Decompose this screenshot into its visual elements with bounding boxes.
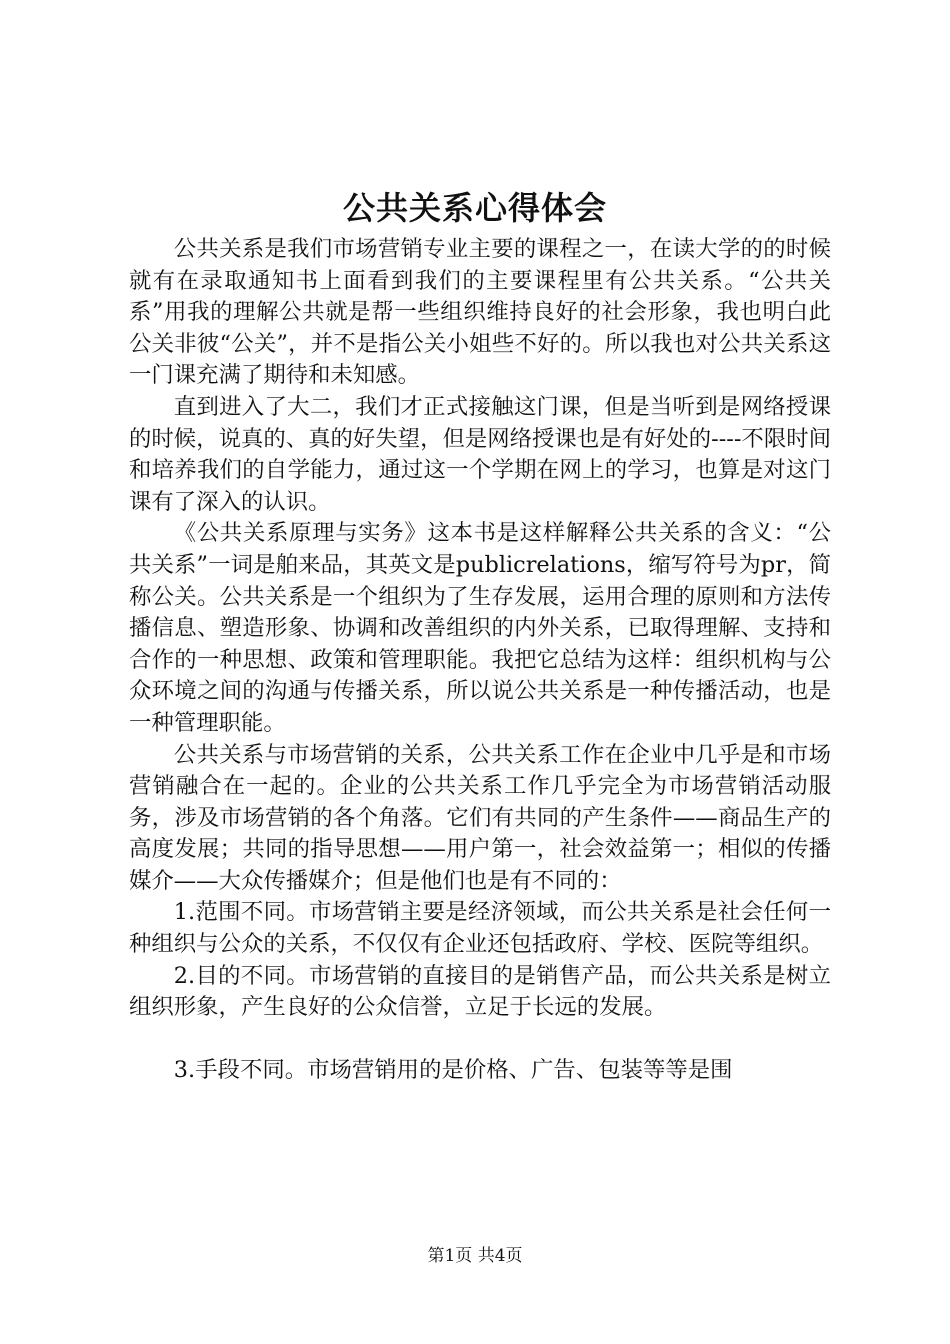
document-body: [129, 234, 831, 1087]
paragraph: 《公共关系原理与实务》这本书是这样解释公共关系的含义：“公共关系”一词是舶来品，其英文是publicrelations，缩写符号为pr，简称公关。公共关系是一个组织为了生存发展，运用合理的原则和方法传播信息、塑造形象、协调和改善组织的内外关系，已取得理解、支持和合作的一种思想、政策和管理职能。我把它总结为这样：组织机构与公众环境之间的沟通与传播关系，所以说公共关系是一种传播活动，也是一种管理职能。: [129, 520, 831, 736]
paragraph: 直到进入了大二，我们才正式接触这门课，但是当听到是网络授课的时候，说真的、真的好失望，但是网络授课也是有好处的----不限时间和培养我们的自学能力，通过这一个学期在网上的学习，也算是对这门课有了深入的认识。: [129, 393, 831, 515]
list-item: 3.手段不同。市场营销用的是价格、广告、包装等等是围: [173, 1057, 733, 1084]
paragraph: 公共关系是我们市场营销专业主要的课程之一，在读大学的的时候就有在录取通知书上面看到我们的主要课程里有公共关系。“公共关系”用我的理解公共就是帮一些组织维持良好的社会形象，我也明白此公关非彼“公关”，并不是指公关小姐些不好的。所以我也对公共关系这一门课充满了期待和未知感。: [129, 236, 831, 389]
page-footer: 第1页 共4页: [427, 1246, 523, 1266]
list-item: 1.范围不同。市场营销主要是经济领域，而公共关系是社会任何一种组织与公众的关系，不仅仅有企业还包括政府、学校、医院等组织。: [129, 899, 831, 958]
paragraph: 公共关系与市场营销的关系，公共关系工作在企业中几乎是和市场营销融合在一起的。企业的公共关系工作几乎完全为市场营销活动服务，涉及市场营销的各个角落。它们有共同的产生条件——商品生产的高度发展；共同的指导思想——用户第一，社会效益第一；相似的传播媒介——大众传播媒介；但是他们也是有不同的：: [129, 741, 831, 894]
document-title: 公共关系心得体会: [342, 189, 607, 227]
list-item: 2.目的不同。市场营销的直接目的是销售产品，而公共关系是树立组织形象，产生良好的公众信誉，立足于长远的发展。: [129, 962, 831, 1021]
